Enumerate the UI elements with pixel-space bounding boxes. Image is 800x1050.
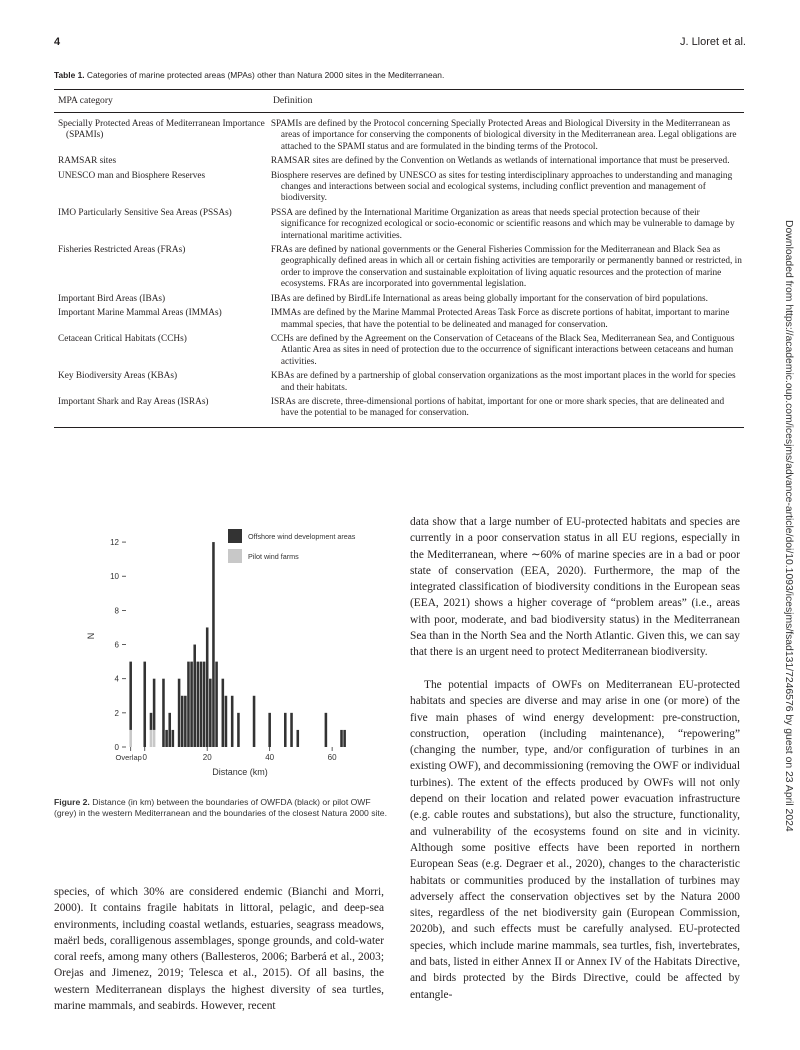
- table-cell-category: UNESCO man and Biosphere Reserves: [58, 170, 206, 181]
- bar-offshore-wind-area: [162, 679, 165, 747]
- bar-offshore-wind-area: [209, 679, 212, 747]
- page-number: 4: [54, 36, 61, 48]
- y-tick-label: 4: [114, 674, 119, 684]
- body-paragraph-left: species, of which 30% are considered endemic (Bianchi and Morri, 2000). It contains fragile habitats in littoral, pelagic, and deep-sea environments, including coastal wetlands, estuaries, seagrass meadows, maërl beds, coralligenous assemblages, sponge grounds, and cold-water coral reefs, among many others (Ballesteros, 2006; Barberá et al., 2003; Orejas and Jimenez, 2019; Telesca et al., 2015). Of all basins, the western Mediterranean displays the highest diversity of sea turtles, marine mammals, and seabirds. However, recent: [54, 886, 384, 1013]
- bar-pilot-wind-farm: [153, 730, 156, 747]
- bar-offshore-wind-area: [165, 730, 168, 747]
- bar-offshore-wind-area: [237, 713, 240, 747]
- table-header-row: [54, 90, 744, 113]
- bar-offshore-wind-area: [297, 730, 300, 747]
- bar-offshore-wind-area: [225, 696, 228, 747]
- table-row: [58, 397, 744, 420]
- table-cell-category: Important Bird Areas (IBAs): [58, 293, 166, 304]
- bar-offshore-wind-area: [222, 679, 225, 747]
- bar-offshore-wind-area: [268, 713, 271, 747]
- bar-offshore-wind-area: [193, 645, 196, 747]
- body-paragraph-right-2: The potential impacts of OWFs on Mediterranean EU-protected habitats and species are diverse and may arise in one (or more) of the five main phases of wind energy development: pre-construction, construction, operation (including maintenance), “repowering” (changing the number, type, and/or configuration of turbines in an existing OWF), and decommissioning (removing the OWF or individual turbines). The extent of the effects produced by OWFs will not only depend on their location and related power evacuation infrastructure (e.g. cable routes and substations), but also the structure, functionality, and vulnerability of the ecosystems found on site and in vicinity. Although some positive effects have been reported in northern European Seas (e.g. Degraer et al., 2020), changes to the characteristic habitats or communities produced by the installation of turbines may adversely affect the conservation objectives set by the Natura 2000 sites, regardless of the net biodiversity gain (European Commission, 2020b), and such effects must be carefully analysed. EU-protected species, which include marine mammals, sea turtles, fish, invertebrates, and bats, listed in either Annex II or Annex IV of the Habitats Directive, and birds protected by the Birds Directive, could be affected by entangle-: [410, 679, 740, 1001]
- bar-offshore-wind-area: [150, 713, 153, 730]
- table-cell-category: Important Shark and Ray Areas (ISRAs): [58, 396, 209, 407]
- table-caption: [54, 70, 744, 80]
- bar-pilot-wind-farm: [150, 730, 153, 747]
- x-tick-label: 20: [202, 753, 212, 762]
- y-tick-label: 0: [114, 743, 119, 752]
- table-cell-category: Key Biodiversity Areas (KBAs): [58, 371, 178, 382]
- mpa-table: [54, 89, 744, 428]
- bar-offshore-wind-area: [253, 696, 256, 747]
- bar-offshore-wind-area: [178, 679, 181, 747]
- table-cell-definition: IMMAs are defined by the Marine Mammal Protected Areas Task Force as discrete portions of habitat, important to marine mammal species, that have the potential to be delineated and managed for conservation.: [270, 308, 730, 330]
- x-tick-label: 60: [327, 753, 337, 762]
- figure-2-chart: [54, 515, 390, 805]
- bar-offshore-wind-area: [284, 713, 287, 747]
- bar-offshore-wind-area: [187, 662, 190, 747]
- y-axis-title: N: [86, 632, 96, 640]
- table-cell-category: Fisheries Restricted Areas (FRAs): [58, 245, 186, 256]
- bar-offshore-wind-area: [129, 662, 132, 730]
- distance-histogram: [54, 515, 390, 795]
- table-cell-definition: ISRAs are discrete, three-dimensional portions of habitat, important for one or more shark species, that are delineated and have the potential to be managed for conservation.: [270, 396, 725, 419]
- y-tick-label: 2: [114, 708, 119, 718]
- bar-offshore-wind-area: [340, 730, 343, 747]
- x-axis-title: Distance (km): [212, 767, 268, 777]
- table-cell-category: IMO Particularly Sensitive Sea Areas (PSSAs): [58, 207, 232, 218]
- table-header-category: MPA category: [58, 95, 113, 106]
- table-body: [54, 113, 744, 427]
- table-cell-category: RAMSAR sites: [58, 156, 117, 167]
- figure-caption: [54, 797, 392, 820]
- table-row: [58, 119, 744, 153]
- table-row: [58, 171, 744, 205]
- x-tick-label-overlap: Overlap: [115, 753, 142, 762]
- table-caption-label: Table 1.: [54, 70, 85, 80]
- bar-offshore-wind-area: [206, 627, 209, 747]
- table-row: [58, 334, 744, 368]
- figure-caption-text: Distance (in km) between the boundaries of OWFDA (black) or pilot OWF (grey) in the western Mediterranean and the boundaries of the closest Natura 2000 site.: [54, 797, 387, 819]
- bar-offshore-wind-area: [168, 713, 171, 747]
- table-row: [58, 371, 744, 394]
- y-tick-label: 12: [110, 538, 119, 548]
- legend-label-pilot: Pilot wind farms: [248, 552, 299, 561]
- bar-offshore-wind-area: [212, 542, 215, 747]
- bar-offshore-wind-area: [197, 662, 200, 747]
- bar-offshore-wind-area: [181, 696, 184, 747]
- table-cell-definition: CCHs are defined by the Agreement on the Conservation of Cetaceans of the Black Sea, Mediterranean Sea, and Contiguous Atlantic Area as sites in need of protection due to the occurrence of significant interactions between cetaceans and human activities.: [270, 333, 735, 367]
- download-notice-text: Downloaded from https://academic.oup.com/icesjms/advance-article/doi/10.1093/icesjms/fsad131/7246576 by guest on 23 April 2024: [783, 220, 794, 832]
- table-cell-definition: PSSA are defined by the International Maritime Organization as areas that needs special protection because of their significance for recognized ecological or socio-economic or scientific reasons and which may be vulnerable to damage by international maritime activities.: [270, 207, 735, 241]
- table-row: [58, 294, 744, 305]
- bar-offshore-wind-area: [325, 713, 328, 747]
- table-cell-category: Important Marine Mammal Areas (IMMAs): [58, 308, 222, 319]
- table-row: [58, 308, 744, 331]
- table-row: [58, 208, 744, 242]
- table-row: [58, 245, 744, 291]
- table-cell-definition: SPAMIs are defined by the Protocol concerning Specially Protected Areas and Biological Diversity in the Mediterranean as areas of importance for conserving the components of biological diversity in the Mediterranean area. Legal obligations are attached to the SPAMI status and are formulated in the binding terms of the Protocol.: [270, 119, 737, 152]
- figure-caption-label: Figure 2.: [54, 797, 90, 807]
- bar-offshore-wind-area: [203, 662, 206, 747]
- table-caption-text: Categories of marine protected areas (MPAs) other than Natura 2000 sites in the Mediterranean.: [86, 70, 445, 80]
- bar-pilot-wind-farm: [129, 730, 132, 747]
- bar-offshore-wind-area: [172, 730, 175, 747]
- bar-offshore-wind-area: [190, 662, 193, 747]
- legend-swatch-offshore: [228, 529, 242, 543]
- bar-offshore-wind-area: [143, 662, 146, 747]
- table-header-definition: Definition: [273, 95, 313, 106]
- bar-offshore-wind-area: [184, 696, 187, 747]
- y-tick-label: 10: [110, 572, 119, 582]
- y-tick-label: 8: [114, 606, 119, 616]
- table-cell-definition: FRAs are defined by national governments or the General Fisheries Commission for the Mediterranean and Black Sea as geographically defined areas in which all or certain fishing activities are temporarily or permanently banned or restricted, in order to improve the conservation and sustainable exploitation of living aquatic resources and the protection of marine ecosystems. FRAs are incorporated into governmental legislation.: [270, 245, 742, 290]
- table-row: [58, 156, 744, 167]
- table-cell-definition: IBAs are defined by BirdLife International as areas being globally important for the conservation of bird populations.: [270, 293, 708, 304]
- table-cell-category: Cetacean Critical Habitats (CCHs): [58, 333, 187, 344]
- download-notice: [782, 220, 798, 980]
- table-cell-definition: RAMSAR sites are defined by the Convention on Wetlands as wetlands of international importance that must be preserved.: [270, 156, 730, 167]
- bar-offshore-wind-area: [343, 730, 346, 747]
- bar-offshore-wind-area: [215, 662, 218, 747]
- running-head-author: J. Lloret et al.: [679, 36, 746, 48]
- bar-offshore-wind-area: [290, 713, 293, 747]
- table-cell-category: Specially Protected Areas of Mediterranean Importance (SPAMIs): [58, 119, 265, 141]
- table-cell-definition: Biosphere reserves are defined by UNESCO as sites for testing interdisciplinary approaches to understanding and managing changes and interactions between social and ecological systems, including conflict prevention and management of biodiversity.: [270, 170, 733, 204]
- legend-swatch-pilot: [228, 549, 242, 563]
- x-tick-label: 40: [265, 753, 275, 762]
- y-tick-label: 6: [114, 640, 119, 650]
- x-tick-label: 0: [142, 753, 147, 762]
- body-paragraph-right-1: data show that a large number of EU-protected habitats and species are currently in a poor conservation status in all EU regions, especially in the Mediterranean, where ∼60% of marine species are in a bad or poor state of conservation (EEA, 2020). Furthermore, the map of the integrated classification of biodiversity conditions in the European seas (EEA, 2021) shows a higher coverage of “problem areas” (i.e., areas with poor, moderate, and bad biodiversity status) in the Mediterranean Sea than in the North Sea and the North Atlantic. Given this, we can say that there is an urgent need to protect Mediterranean biodiversity.: [410, 516, 740, 659]
- legend-label-offshore: Offshore wind development areas: [248, 532, 356, 541]
- bar-offshore-wind-area: [200, 662, 203, 747]
- bar-offshore-wind-area: [231, 696, 234, 747]
- table-cell-definition: KBAs are defined by a partnership of global conservation organizations as the most important places in the world for species and their habitats.: [270, 371, 736, 393]
- bar-offshore-wind-area: [153, 679, 156, 730]
